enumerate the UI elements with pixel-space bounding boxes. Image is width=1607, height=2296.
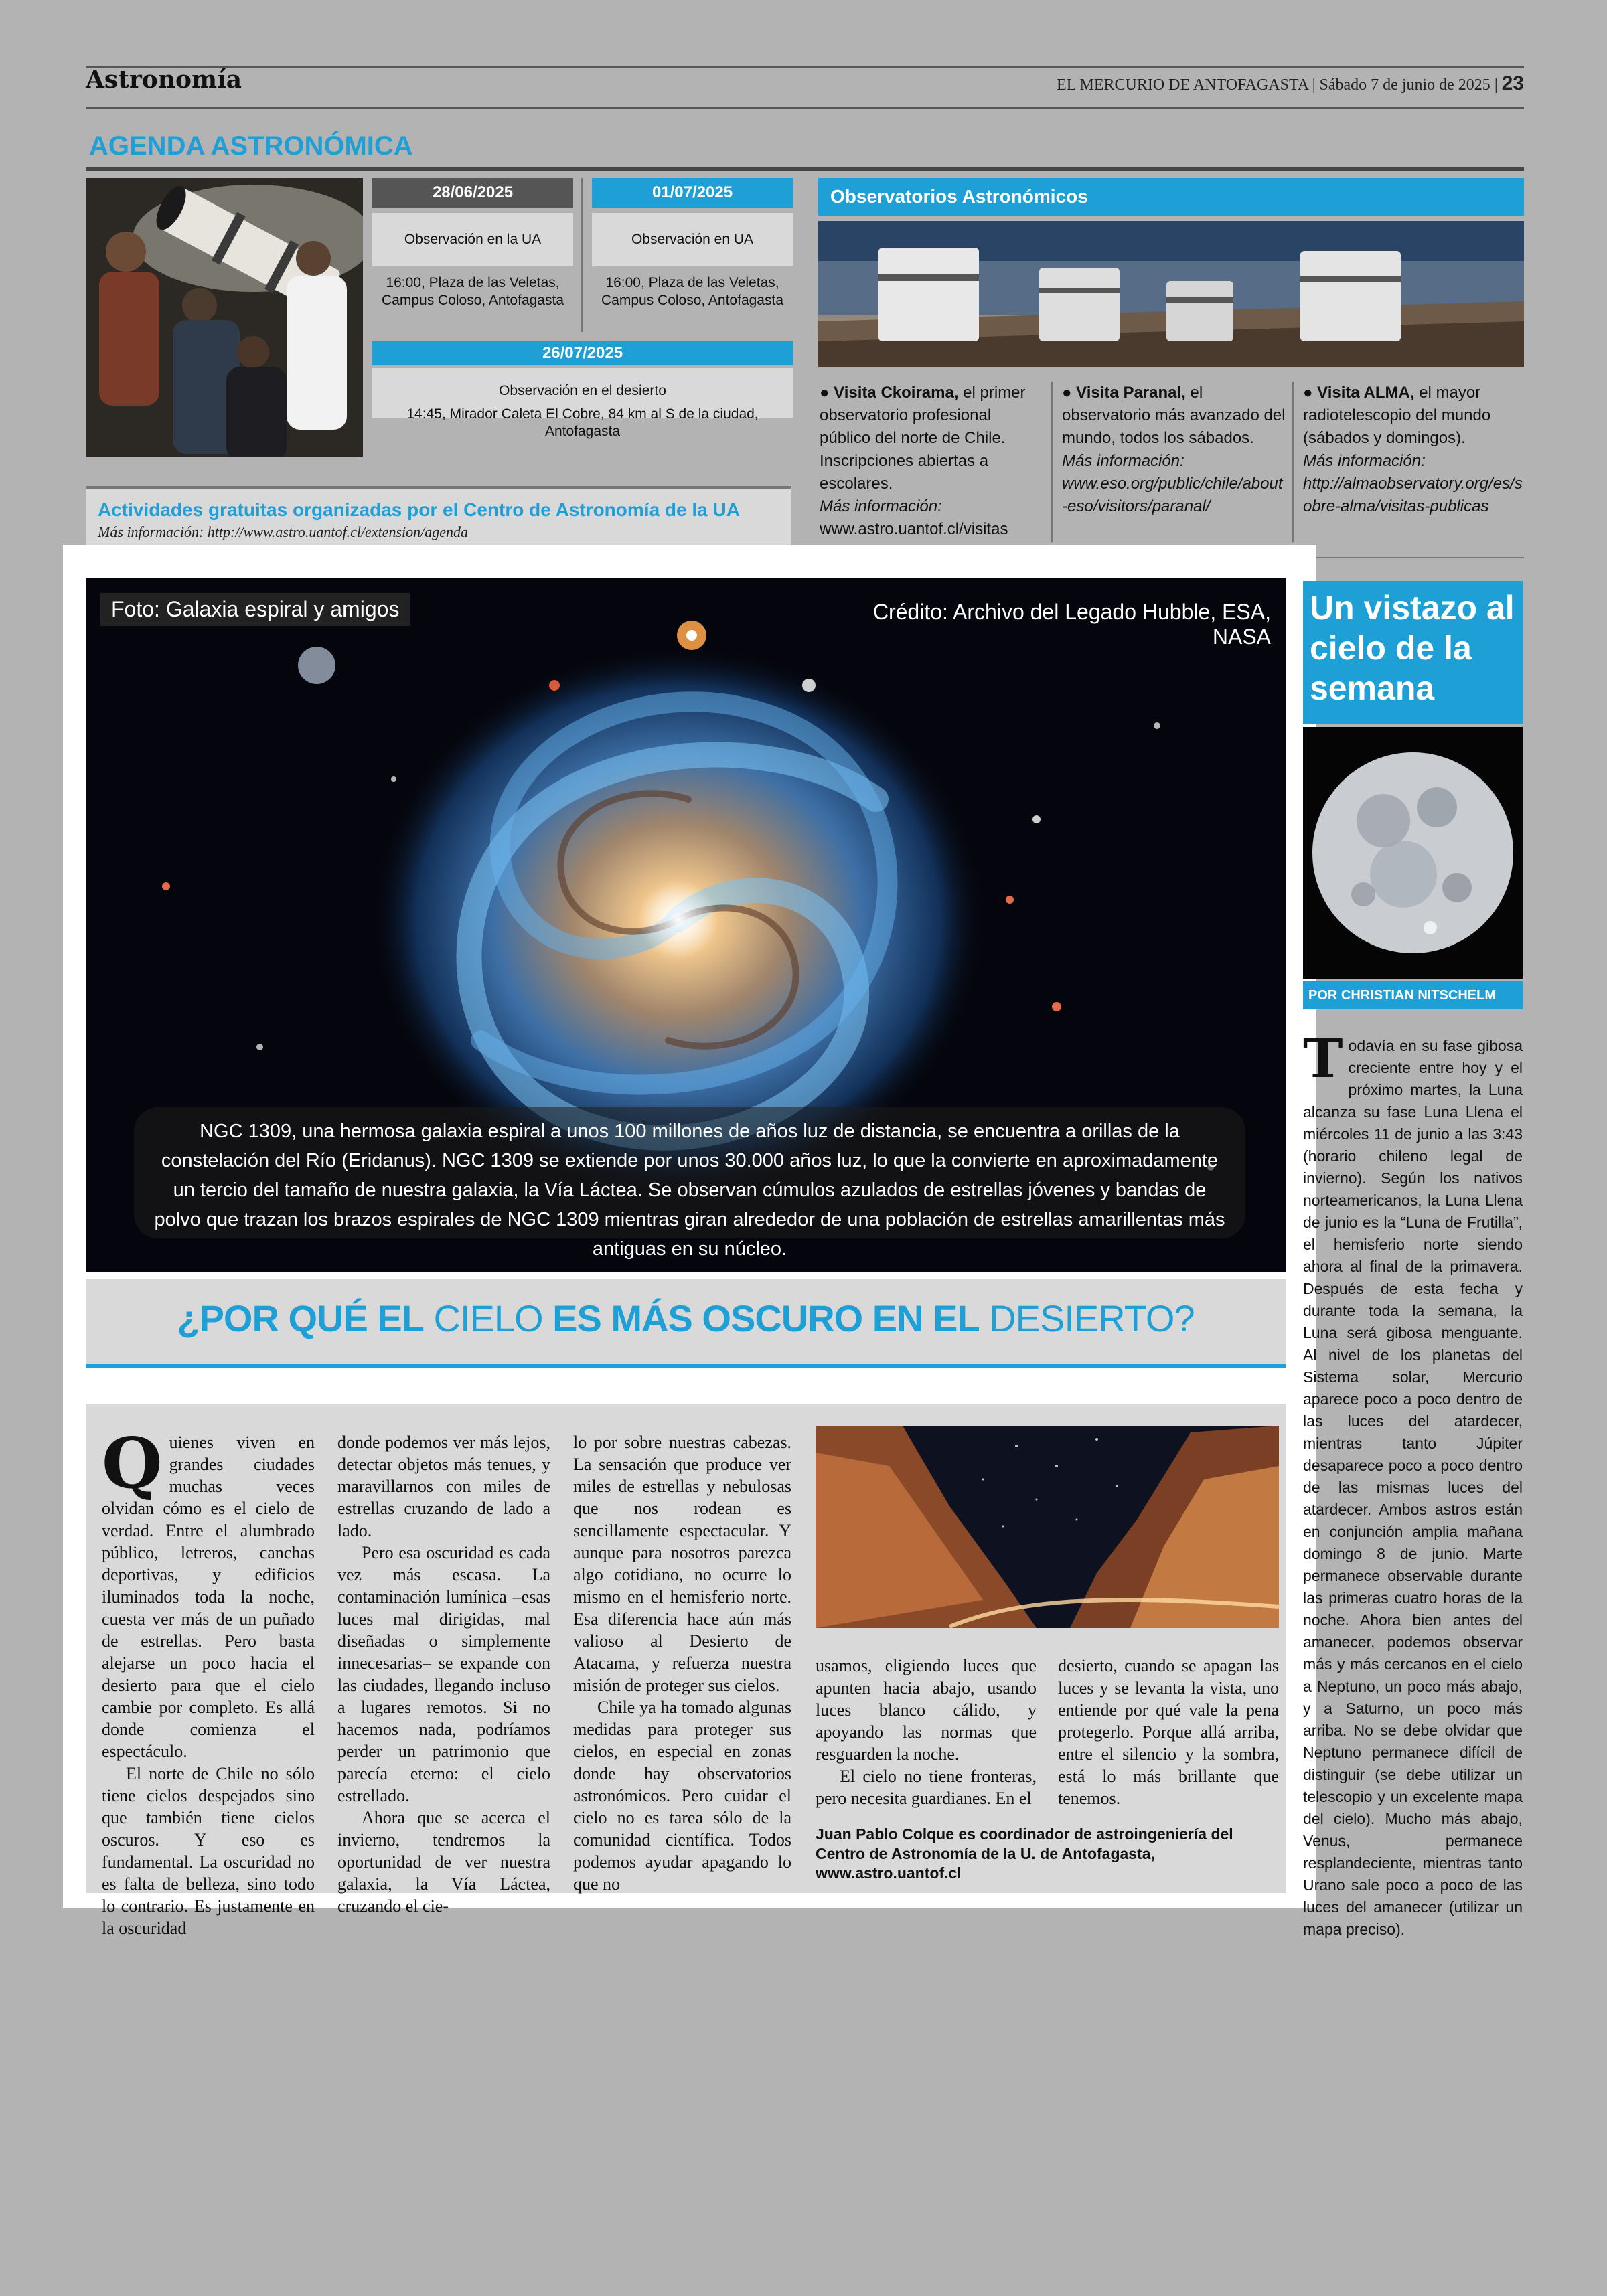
event-date: 01/07/2025 [592, 178, 793, 208]
visit-paranal: ● Visita Paranal, el observatorio más avanzado del mundo, todos los sábados. Más información: www.eso.org/public/chile/about-eso/visitors/paranal/ [1062, 384, 1286, 515]
sidebar-author: POR CHRISTIAN NITSCHELM [1303, 981, 1523, 1009]
visit-divider [1051, 382, 1053, 542]
sidebar-title: Un vistazo al cielo de la semana [1303, 581, 1523, 724]
drop-cap: T [1303, 1027, 1343, 1090]
visit-name: Visita Ckoirama, [834, 384, 959, 402]
article-column-4: usamos, eligiendo luces que apunten hacia abajo, usando luces blanco cálido, y apoyando las normas que resguarden la noche. El cielo no tiene fronteras, pero necesita guardianes. En el [816, 1656, 1037, 1808]
article-column-3: lo por sobre nuestras cabezas. La sensación que produce ver miles de estrellas y nebulosas que nos rodean es sencillamente espectacular. Y aunque para nosotros parezca algo cotidiano, no ocurre lo mismo en el hemisferio norte. Esa diferencia hace aún más valioso al Desierto de Atacama, y refuerza nuestra misión de proteger sus cielos. Chile ya ha tomado algunas medidas para proteger sus cielos, en especial en zonas donde hay observatorios astronómicos. Pero cuidar el cielo no es tarea sólo de la comunidad científica. Todos podemos ayudar apagando lo que no [573, 1432, 791, 1894]
agenda-rule [86, 167, 1524, 171]
header-rule [86, 107, 1524, 109]
event-title: Observación en el desierto [372, 368, 793, 418]
agenda-divider [581, 178, 583, 332]
observatory-photo [818, 221, 1524, 367]
top-rule [86, 66, 1524, 68]
moon-photo [1303, 727, 1523, 979]
event-date: 26/07/2025 [372, 341, 793, 365]
agenda-title: AGENDA ASTRONÓMICA [89, 131, 413, 161]
observatories-title: Observatorios Astronómicos [818, 178, 1524, 216]
article-column-2: donde podemos ver más lejos, detectar objetos más tenues, y maravillarnos con miles de estrellas cruzando de lado a lado. Pero esa oscuridad es cada vez más escasa. La contaminación lumínica –esas luces mal dirigidas, mal diseñadas o simplemente innecesarias– se expande con las ciudades, llegando incluso a lugares remotos. Si no hacemos nada, podríamos perder un patrimonio que parecía eterno: el cielo estrellado. Ahora que se acerca el invierno, tendremos la oportunidad de ver nuestra galaxia, la Vía Láctea, cruzando el cie- [337, 1432, 550, 1916]
visit-ckoirama: ● Visita Ckoirama, el primer observatorio profesional público del norte de Chile. Inscripciones abiertas a escolares. Más información: www.astro.uantof.cl/visitas [820, 384, 1026, 538]
author-note: Juan Pablo Colque es coordinador de astroingeniería del Centro de Astronomía de la U. de Antofagasta, www.astro.uantof.cl [816, 1825, 1233, 1882]
page-folio: EL MERCURIO DE ANTOFAGASTA | Sábado 7 de junio de 2025 | 23 [1057, 72, 1524, 94]
photo-caption: NGC 1309, una hermosa galaxia espiral a unos 100 millones de años luz de distancia, se encuentra a orillas de la constelación del Río (Eridanus). NGC 1309 se extiende por unos 30.000 años luz, lo que la convierte en aproximadamente un tercio del tamaño de nuestra galaxia, la Vía Láctea. Se observan cúmulos azulados de estrellas jóvenes y bandas de polvo que trazan los brazos espirales de NGC 1309 mientras giran alrededor de una población de estrellas amarillentas más antiguas en su núcleo. [134, 1107, 1245, 1238]
newspaper-name: EL MERCURIO DE ANTOFAGASTA [1057, 76, 1308, 94]
headline-rule [86, 1364, 1286, 1368]
photo-label: Foto: Galaxia espiral y amigos [100, 593, 410, 626]
event-title: Observación en UA [592, 213, 793, 266]
visit-alma: ● Visita ALMA, el mayor radiotelescopio del mundo (sábados y domingos). Más información: http://almaobservatory.org/es/sobre-alma/visitas-publicas [1303, 384, 1523, 515]
visit-name: Visita Paranal, [1076, 384, 1186, 402]
desert-night-photo [816, 1426, 1279, 1628]
telescope-photo [86, 178, 363, 457]
article-column-1: Quienes viven en grandes ciudades muchas veces olvidan cómo es el cielo de verdad. Entre el alumbrado público, letreros, canchas deportivas, y edificios iluminados toda la noche, cuesta ver más de un puñado de estrellas. Pero basta alejarse un poco hacia el desierto para que el cielo cambie por completo. Es allá donde comienza el espectáculo. El norte de Chile no sólo tiene cielos despejados sino que también tiene cielos oscuros. Y eso es fundamental. La oscuridad no es falta de belleza, sino todo lo contrario. Es justamente en la oscuridad [102, 1422, 315, 1938]
ua-activities-title: Actividades gratuitas organizadas por el Centro de Astronomía de la UA [98, 499, 740, 520]
issue-date: Sábado 7 de junio de 2025 [1319, 76, 1490, 94]
page-number: 23 [1501, 72, 1524, 94]
article-headline: ¿POR QUÉ EL CIELO ES MÁS OSCURO EN EL DESIERTO? [86, 1279, 1286, 1364]
event-date: 28/06/2025 [372, 178, 573, 208]
visit-link[interactable]: http://almaobservatory.org/es/sobre-alma/visitas-publicas [1303, 475, 1523, 515]
event-detail: 14:45, Mirador Caleta El Cobre, 84 km al S de la ciudad, Antofagasta [406, 406, 759, 440]
visit-name: Visita ALMA, [1317, 384, 1415, 402]
drop-cap: Q [102, 1422, 163, 1504]
sidebar-text: Todavía en su fase gibosa creciente entre hoy y el próximo martes, la Luna alcanza su fase Luna Llena el miércoles 11 de junio a las 3:43 (horario chileno legal de invierno). Según los nativos norteamericanos, la Luna Llena de junio es la “Luna de Frutilla”, el hemisferio norte siendo ahora al final de la primavera. Después de esta fecha y durante toda la semana, la Luna será gibosa menguante. Al nivel de los planetas del Sistema solar, Mercurio aparece poco a poco dentro de las luces del atardecer, mientras tanto Júpiter desaparece poco a poco dentro de las mismas luces del atardecer. Ambos astros están en conjunción amplia mañana domingo 8 de junio. Marte permanece observable durante las primeras cuatro horas de la noche. Ahora bien antes del amanecer, podemos observar más y más cercanos en el cielo a Neptuno, un poco más abajo, y a Saturno, un poco más arriba. No se debe olvidar que Neptuno permanece difícil de distinguir (se debe utilizar un telescopio y un excelente mapa del cielo). Mucho más abajo, Venus, permanece resplandeciente, mientras tanto Urano sale poco a poco de las luces del amanecer (utilizar un mapa preciso). [1303, 1027, 1523, 1938]
visit-link[interactable]: www.astro.uantof.cl/visitas [820, 520, 1008, 538]
visit-divider [1292, 382, 1294, 542]
photo-credit: Crédito: Archivo del Legado Hubble, ESA, NASA [872, 600, 1271, 649]
ua-activities-link[interactable]: Más información: http://www.astro.uantof.cl/extension/agenda [98, 523, 469, 540]
section-title: Astronomía [86, 66, 242, 94]
event-title: Observación en la UA [372, 213, 573, 266]
article-column-5: desierto, cuando se apagan las luces y se levanta la vista, uno entiende por qué vale la pena protegerlo. Porque allá arriba, entre el silencio y la sombra, está lo más brillante que tenemos. [1058, 1656, 1279, 1808]
ua-activities-box [86, 486, 791, 553]
event-detail: 16:00, Plaza de las Veletas, Campus Coloso, Antofagasta [601, 275, 783, 309]
visit-link[interactable]: www.eso.org/public/chile/about-eso/visitors/paranal/ [1062, 475, 1283, 515]
event-detail: 16:00, Plaza de las Veletas, Campus Coloso, Antofagasta [382, 275, 564, 309]
